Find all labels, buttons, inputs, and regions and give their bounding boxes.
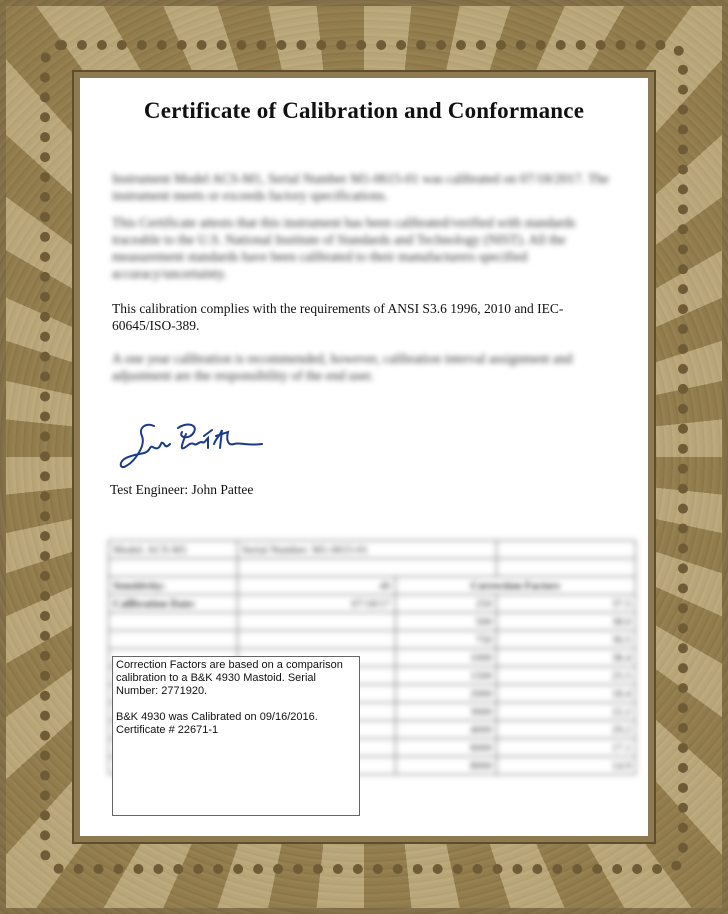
freq-cell: 6000 <box>395 739 496 757</box>
value-cell: 29.2 <box>497 721 636 739</box>
value-cell: 25.5 <box>497 667 636 685</box>
serial-cell: Serial Number: M1-0615-01 <box>238 541 497 559</box>
sensitivity-value: 40 <box>238 577 396 595</box>
value-cell: 38.0 <box>497 613 636 631</box>
correction-note-box <box>112 656 360 816</box>
blank-cell <box>109 559 238 577</box>
value-cell: 14.9 <box>497 757 636 775</box>
sensitivity-label: Sensitivity: <box>109 577 238 595</box>
signature-image <box>116 418 276 478</box>
reference-calibration-text: B&K 4930 was Calibrated on 09/16/2016. Certificate # 22671-1 <box>116 711 318 736</box>
paragraph-compliance: This calibration complies with the requirements of ANSI S3.6 1996, 2010 and IEC-60645/ISO-389. <box>112 301 564 333</box>
value-cell: 17.1 <box>497 739 636 757</box>
freq-cell: 750 <box>395 631 496 649</box>
value-cell: 37.5 <box>497 595 636 613</box>
correction-note-text: Correction Factors are based on a comparison calibration to a B&K 4930 Mastoid. Serial Number: 2771920. <box>116 659 343 697</box>
freq-cell: 3000 <box>395 703 496 721</box>
freq-cell: 250 <box>395 595 496 613</box>
paragraph-traceability: This Certificate attests that this instrument has been calibrated/verified with standards traceable to the U.S. National Institute of Standards and Technology (NIST). All the measurement standards have been calibrated to their manufacturers specified accuracy/uncertainty. <box>112 215 576 281</box>
paragraph-instrument: Instrument Model ACS-M1, Serial Number M1-0615-01 was calibrated on 07/18/2017. The instrument meets or exceeds factory specifications. <box>112 171 609 203</box>
test-engineer-label: Test Engineer: John Pattee <box>110 482 254 497</box>
freq-cell: 2000 <box>395 685 496 703</box>
value-cell: 22.2 <box>497 703 636 721</box>
calibration-date-label: Calibration Date: <box>109 595 238 613</box>
blank-cell <box>497 541 636 559</box>
value-cell: 36.5 <box>497 631 636 649</box>
freq-cell: 500 <box>395 613 496 631</box>
freq-cell: 1500 <box>395 667 496 685</box>
freq-cell: 8000 <box>395 757 496 775</box>
paragraph-interval: A one year calibration is recommended, however, calibration interval assignment and adjustment are the responsibility of the end user. <box>112 351 573 383</box>
correction-header: Correction Factors <box>395 577 635 595</box>
calibration-date-value: 07/18/17 <box>238 595 396 613</box>
certificate-paper <box>80 78 648 836</box>
value-cell: 18.4 <box>497 685 636 703</box>
value-cell: 38.4 <box>497 649 636 667</box>
freq-cell: 1000 <box>395 649 496 667</box>
blank-cell <box>238 559 497 577</box>
model-cell: Model: ACS-M1 <box>109 541 238 559</box>
blank-cell <box>497 559 636 577</box>
certificate-title: Certificate of Calibration and Conformance <box>143 98 585 123</box>
freq-cell: 4000 <box>395 721 496 739</box>
